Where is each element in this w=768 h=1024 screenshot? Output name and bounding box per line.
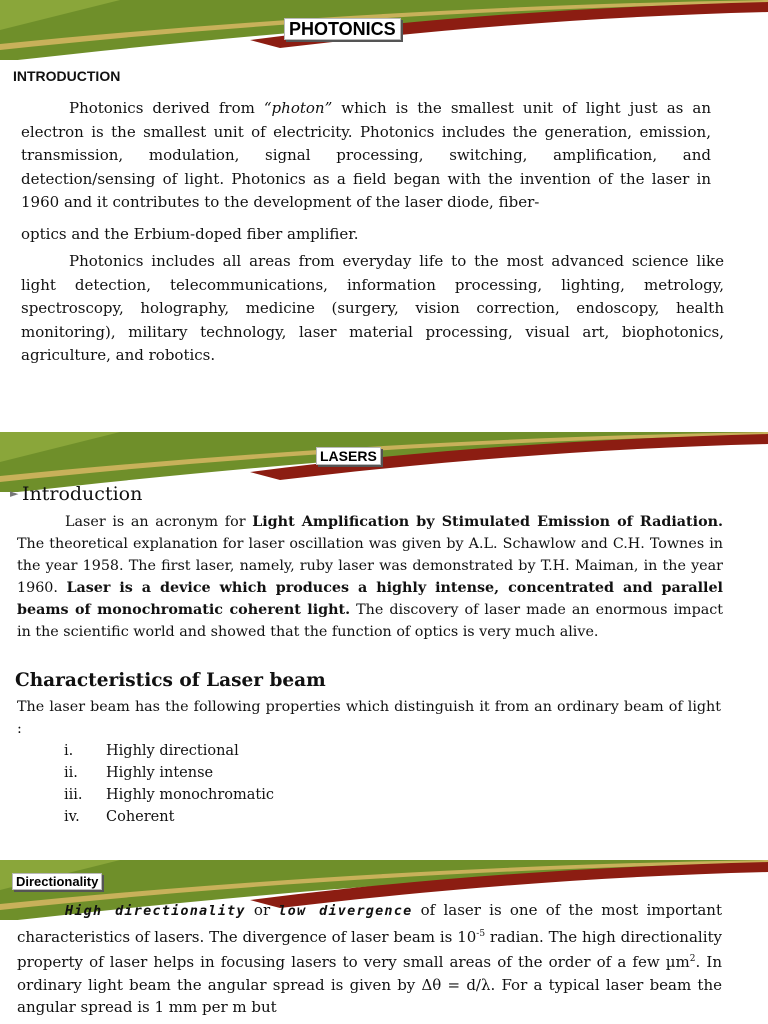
slide-photonics (0, 0, 768, 420)
section-heading: INTRODUCTION (13, 68, 121, 84)
list-item: ii. Highly intense (64, 765, 214, 781)
properties-list (64, 740, 274, 828)
section-heading: Characteristics of Laser beam (15, 670, 326, 691)
page-title: LASERS (316, 447, 381, 465)
page-title: Directionality (12, 873, 102, 890)
paragraph: optics and the Erbium-doped fiber amplifier. (21, 225, 359, 243)
paragraph: Photonics includes all areas from everyday life to the most advanced science like light detection, telecommunications, information processing, lighting, metrology, spectroscopy, holography, medicine (surgery, vision correction, endoscopy, health monitoring), military technology, laser material processing, visual art, biophotonics, agriculture, and robotics. (21, 252, 724, 364)
list-item: iii. Highly monochromatic (64, 787, 274, 803)
section-heading: Introduction (22, 483, 143, 505)
list-item: iv. Coherent (64, 809, 175, 825)
paragraph: Photonics derived from “photon” which is the smallest unit of light just as an electron is the smallest unit of electricity. Photonics includes the generation, emission, transmission, modulation, signal processing, switching, amplification, and detection/sensing of light. Photonics as a field began with the invention of the laser in 1960 and it contributes to the development of the laser diode, fiber- (21, 99, 711, 211)
list-item: i. Highly directional (64, 743, 239, 759)
paragraph: The laser beam has the following properties which distinguish it from an ordinary beam of light : (17, 699, 721, 737)
page-title: PHOTONICS (284, 18, 401, 40)
paragraph: Laser is an acronym for Light Amplification by Stimulated Emission of Radiation. The theoretical explanation for laser oscillation was given by A.L. Schawlow and C.H. Townes in the year 1958. The first laser, namely, ruby laser was demonstrated by T.H. Maiman, in the year 1960. Laser is a device which produces a highly intense, concentrated and parallel beams of monochromatic coherent light. The discovery of laser made an enormous impact in the scientific world and showed that the function of optics is very much alive. (17, 514, 723, 640)
arrow-icon: ► (10, 487, 19, 500)
paragraph: High directionality or low divergence of laser is one of the most important characteristics of lasers. The divergence of laser beam is $10^{-5}$ radian. The high directionality property of laser helps in focusing lasers to very small areas of the order of a few µm$^2$. In ordinary light beam the angular spread is given by Δθ = d/λ. For a typical laser beam the angular spread is 1 mm per m but (17, 901, 722, 1016)
